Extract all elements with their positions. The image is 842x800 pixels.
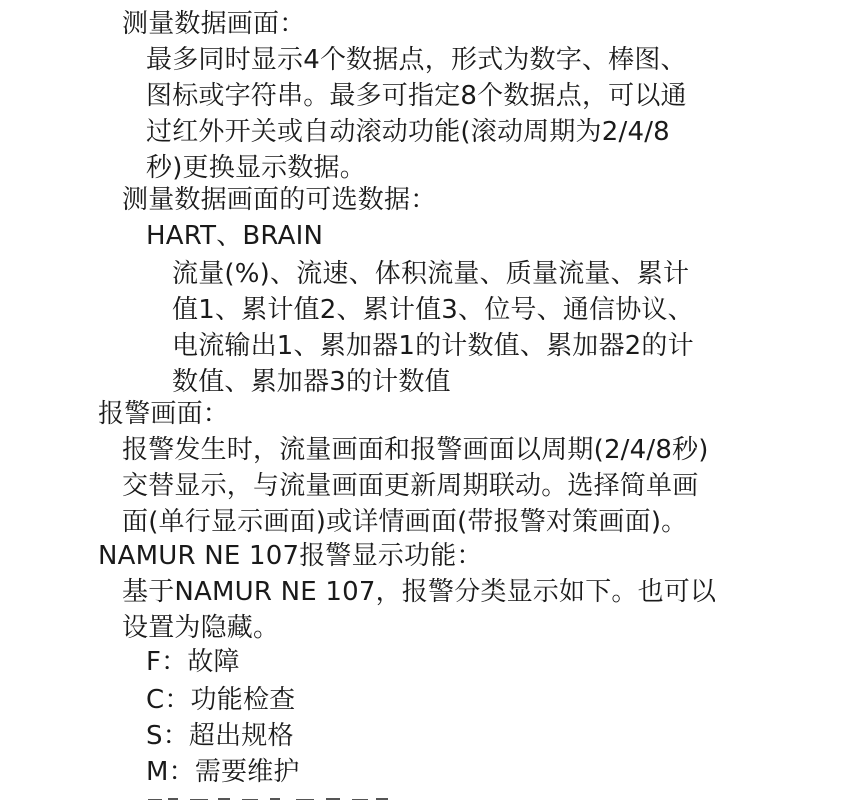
namur-category-check: C：功能检查: [146, 685, 296, 715]
namur-category-maintenance: M：需要维护: [146, 757, 300, 787]
protocol-label: HART、BRAIN: [146, 221, 324, 251]
measure-screen-text-line: 图标或字符串。最多可指定8个数据点，可以通: [146, 81, 687, 111]
selectable-item-line: 数值、累加器3的计数值: [172, 367, 451, 397]
cut-off-glyphs: [146, 787, 406, 800]
measure-screen-text-line: 秒)更换显示数据。: [146, 153, 366, 183]
namur-text-line: 基于NAMUR NE 107，报警分类显示如下。也可以: [122, 577, 717, 607]
alarm-screen-heading: 报警画面：: [98, 399, 230, 429]
alarm-screen-text-line: 交替显示，与流量画面更新周期联动。选择简单画: [122, 471, 699, 501]
selectable-data-heading: 测量数据画面的可选数据：: [122, 185, 437, 215]
measure-screen-text-line: 过红外开关或自动滚动功能(滚动周期为2/4/8: [146, 117, 670, 147]
measure-screen-heading: 测量数据画面：: [122, 9, 306, 39]
alarm-screen-text-line: 面(单行显示画面)或详情画面(带报警对策画面)。: [122, 507, 688, 537]
selectable-item-line: 电流输出1、累加器1的计数值、累加器2的计: [172, 331, 694, 361]
selectable-item-line: 值1、累计值2、累计值3、位号、通信协议、: [172, 295, 694, 325]
namur-category-out-of-spec: S：超出规格: [146, 721, 294, 751]
measure-screen-text-line: 最多同时显示4个数据点，形式为数字、棒图、: [146, 45, 687, 75]
namur-category-failure: F：故障: [146, 647, 240, 677]
namur-text-line: 设置为隐藏。: [122, 613, 280, 643]
clipped-text-line: [146, 782, 546, 800]
selectable-item-line: 流量(%)、流速、体积流量、质量流量、累计: [172, 259, 690, 289]
alarm-screen-text-line: 报警发生时，流量画面和报警画面以周期(2/4/8秒): [122, 435, 709, 465]
namur-heading: NAMUR NE 107报警显示功能：: [98, 541, 483, 571]
